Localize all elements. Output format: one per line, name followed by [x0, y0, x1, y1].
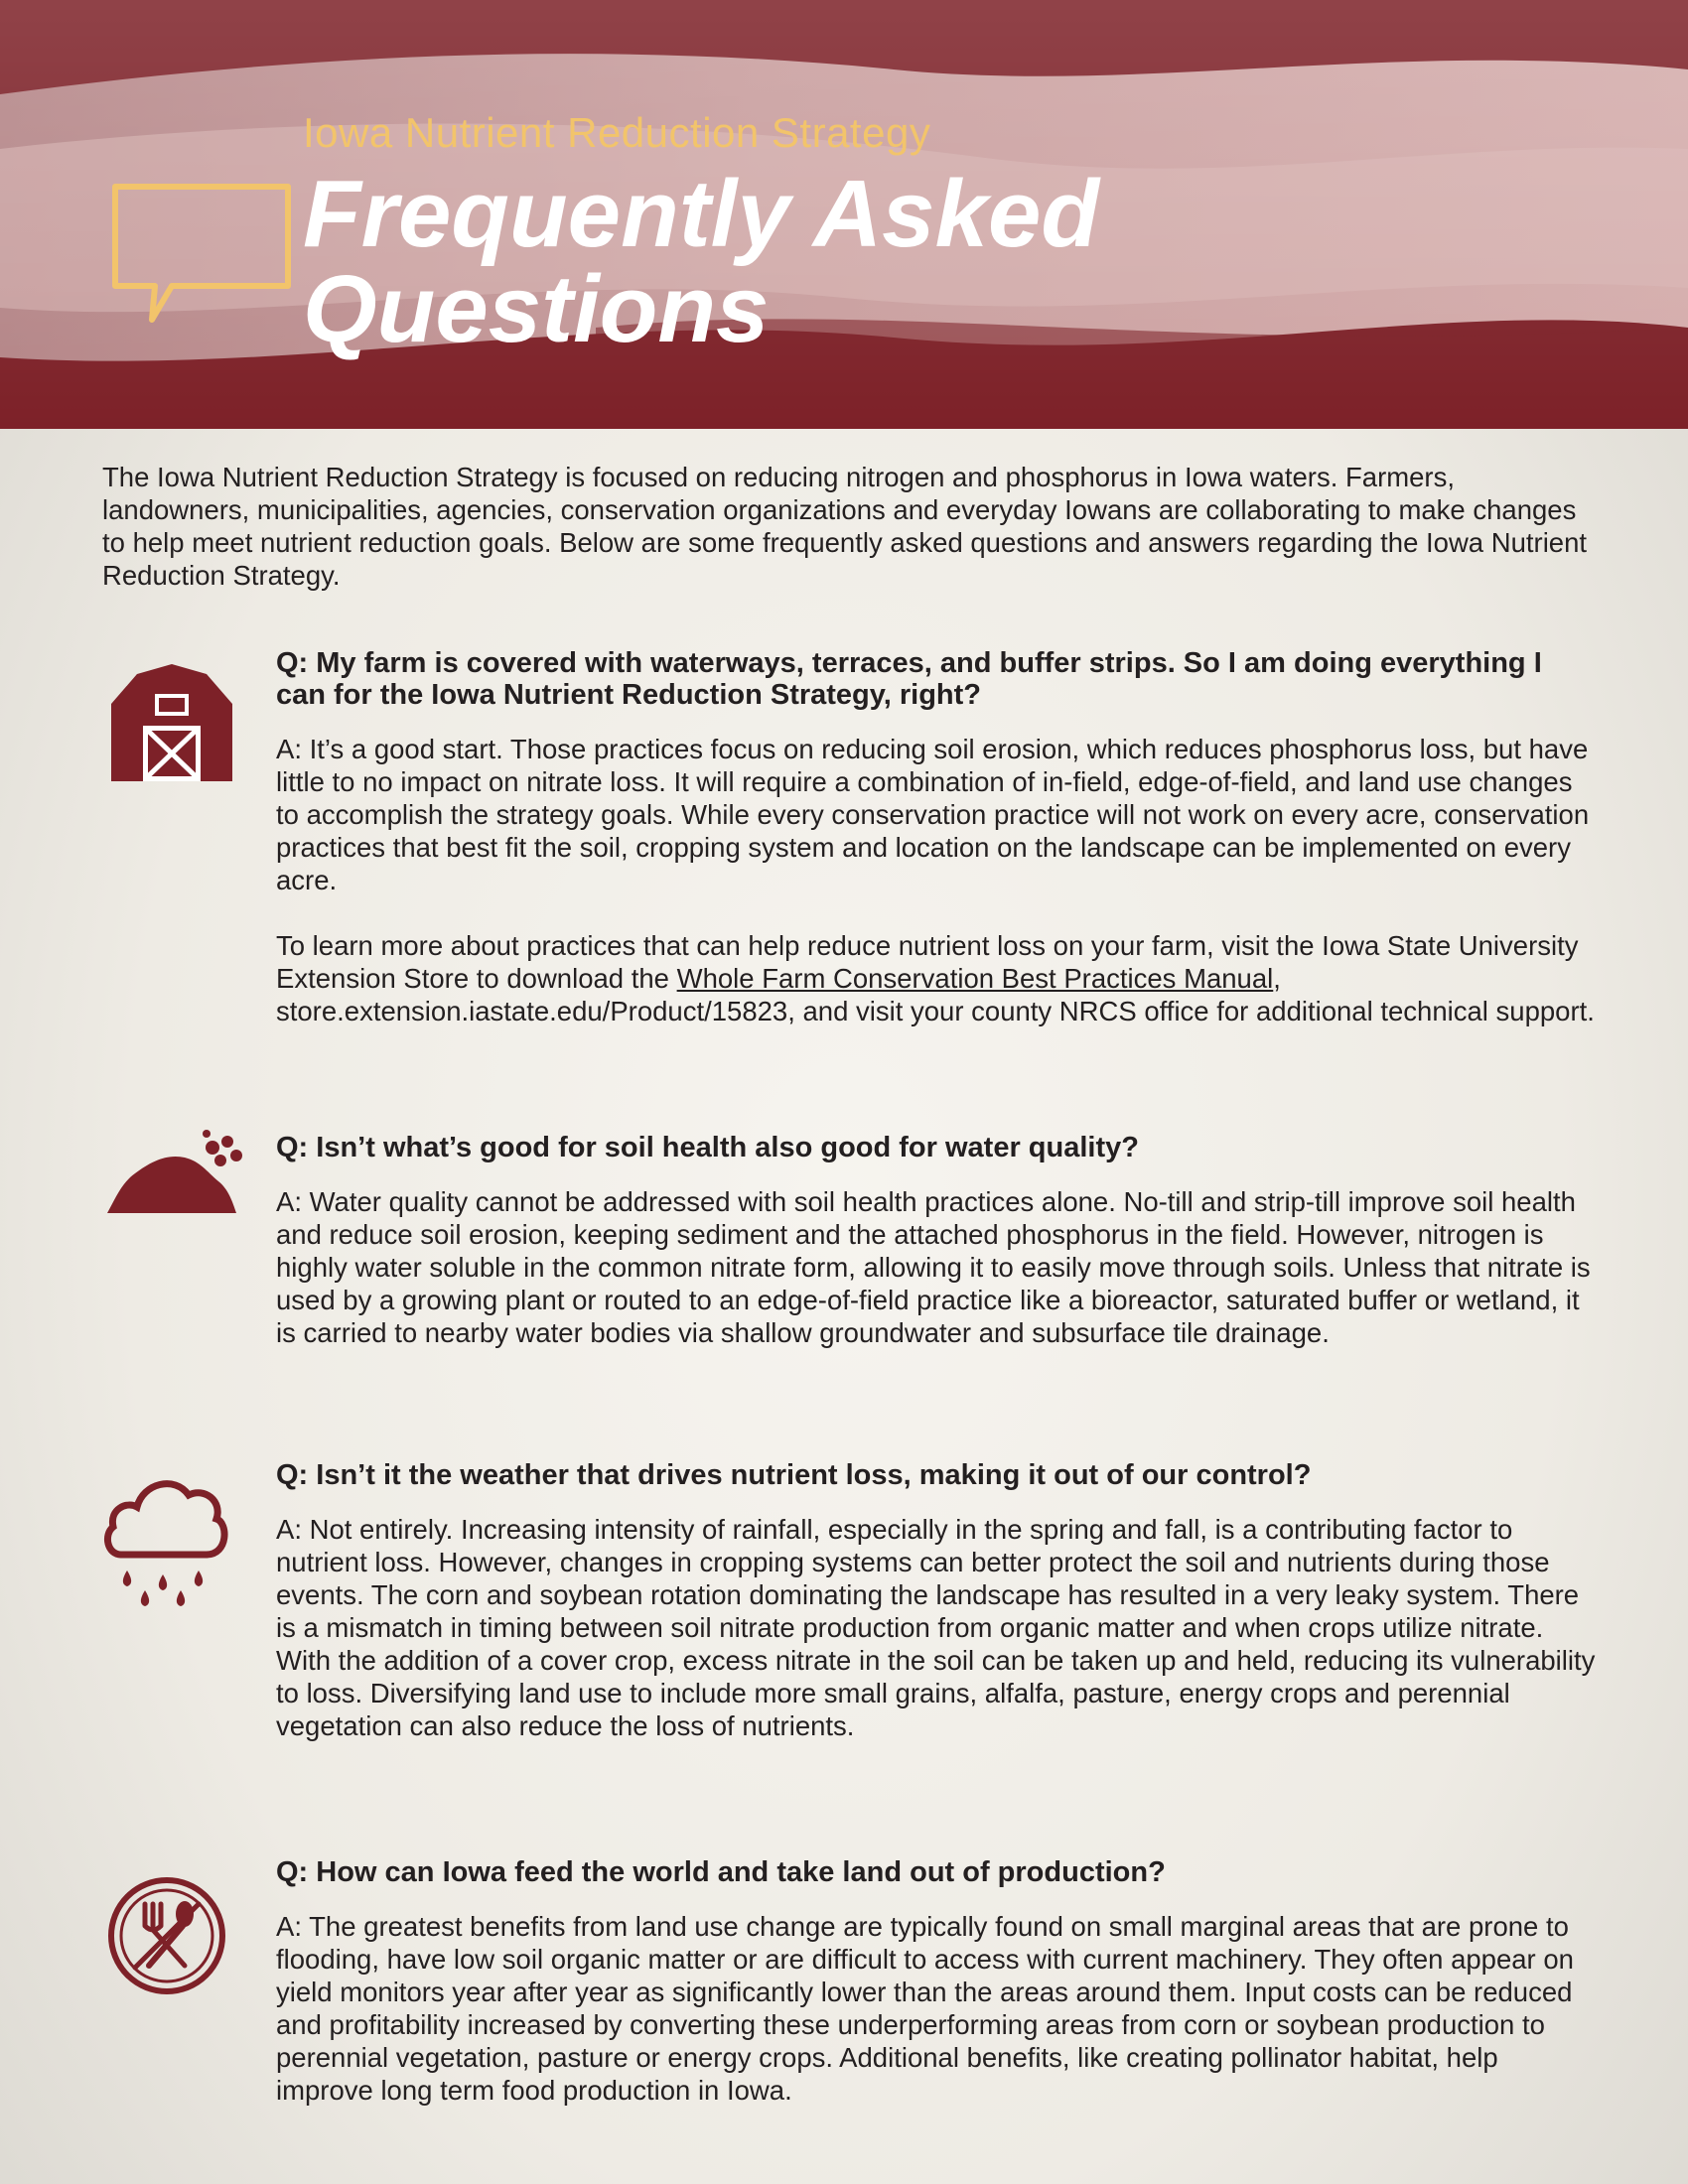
rain-cloud-icon: [99, 1463, 228, 1612]
speech-bubble-icon: [107, 179, 296, 328]
best-practices-manual-link[interactable]: Whole Farm Conservation Best Practices Manual: [676, 963, 1274, 994]
more-info-text: To learn more about practices that can help reduce nutrient loss on your farm, visit the Iowa State University Extension Store to download the: [276, 930, 1579, 994]
faq-answer-3: A: Not entirely. Increasing intensity of rainfall, especially in the spring and fall, is a contributing factor to nutrient loss. However, changes in cropping systems can better protect the soil and nutrients during those events. The corn and soybean rotation dominating the landscape has resulted in a very leaky system. There is a mismatch in timing between soil nitrate production from organic matter and when crops utilize nitrate. With the addition of a cover crop, excess nitrate in the soil can be taken up and held, reducing its vulnerability to loss. Diversifying land use to include more small grains, alfalfa, pasture, energy crops and perennial vegetation can also reduce the loss of nutrients.: [276, 1514, 1596, 1741]
soil-icon: [107, 1130, 246, 1215]
no-food-icon: [105, 1874, 228, 1997]
faq-answer-2: A: Water quality cannot be addressed with soil health practices alone. No-till and strip-till improve soil health and reduce soil erosion, keeping sediment and the attached phosphorus in the field. However, nitrogen is highly water soluble in the common nitrate form, allowing it to easily move through soils. Unless that nitrate is used by a growing plant or routed to an edge-of-field practice like a bioreactor, saturated buffer or wetland, it is carried to nearby water bodies via shallow groundwater and subsurface tile drainage.: [276, 1186, 1591, 1348]
faq-more-info-1: [276, 929, 1597, 1027]
faq-item-3: [276, 1459, 1597, 1742]
page-title-line-1: Frequently Asked: [303, 161, 1099, 267]
faq-item-1: [276, 647, 1597, 1027]
faq-question-2: Q: Isn’t what’s good for soil health also good for water quality?: [276, 1132, 1139, 1163]
faq-question-3: Q: Isn’t it the weather that drives nutrient loss, making it out of our control?: [276, 1459, 1312, 1491]
faq-question-1: Q: My farm is covered with waterways, terraces, and buffer strips. So I am doing everything I can for the Iowa Nutrient Reduction Strategy, right?: [276, 647, 1542, 711]
page-title: [303, 161, 1395, 362]
more-info-text-end: , store.extension.iastate.edu/Product/15823, and visit your county NRCS office for additional technical support.: [276, 963, 1595, 1026]
intro-paragraph: The Iowa Nutrient Reduction Strategy is focused on reducing nitrogen and phosphorus in Iowa waters. Farmers, landowners, municipalities, agencies, conservation organizations and everyday Iowans are collaborating to make changes to help meet nutrient reduction goals. Below are some frequently asked questions and answers regarding the Iowa Nutrient Reduction Strategy.: [102, 462, 1588, 591]
faq-answer-4: A: The greatest benefits from land use change are typically found on small marginal areas that are prone to flooding, have low soil organic matter or are difficult to access with current machinery. They often appear on yield monitors year after year as significantly lower than the areas around them. Input costs can be reduced and profitability increased by converting these underperforming areas from corn or soybean production to perennial vegetation, pasture or energy crops. Additional benefits, like creating pollinator habitat, help improve long term food production in Iowa.: [276, 1911, 1574, 2106]
faq-question-4: Q: How can Iowa feed the world and take land out of production?: [276, 1856, 1166, 1888]
faq-item-2: [276, 1132, 1597, 1349]
header-banner: [0, 0, 1688, 429]
faq-item-4: [276, 1856, 1597, 2107]
page-title-line-2: Questions: [303, 256, 770, 362]
faq-answer-1: A: It’s a good start. Those practices focus on reducing soil erosion, which reduces phosphorus loss, but have little to no impact on nitrate loss. It will require a combination of in-field, edge-of-field, and land use changes to accomplish the strategy goals. While every conservation practice will not work on every acre, conservation practices that best fit the soil, cropping system and location on the landscape can be implemented on every acre.: [276, 734, 1590, 895]
header-kicker: Iowa Nutrient Reduction Strategy: [303, 109, 931, 156]
barn-icon: [107, 660, 236, 785]
